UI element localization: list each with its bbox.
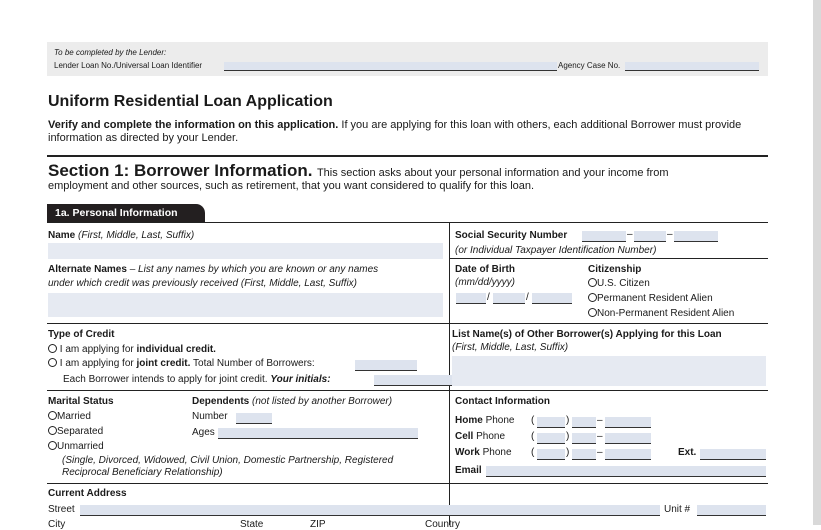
- row-rule-3: [47, 483, 768, 484]
- marital-option-unmarried[interactable]: Unmarried: [48, 441, 104, 452]
- cell-phone-label: Cell Phone: [455, 431, 506, 442]
- home-line-field[interactable]: [605, 417, 651, 428]
- street-field[interactable]: [80, 505, 660, 516]
- alt-names-hint: under which credit was previously received (First, Middle, Last, Suffix): [48, 278, 358, 289]
- citizenship-option-us[interactable]: U.S. Citizen: [588, 278, 650, 289]
- tab-rule: [47, 222, 768, 223]
- dob-year[interactable]: [532, 293, 572, 304]
- dependents-ages-field[interactable]: [218, 428, 418, 439]
- street-label: Street: [48, 504, 75, 515]
- dependents-number-field[interactable]: [236, 413, 272, 424]
- cell-line-field[interactable]: [605, 433, 651, 444]
- ext-field[interactable]: [700, 449, 766, 460]
- dob-label: Date of Birth: [455, 264, 515, 275]
- dob-day[interactable]: [493, 293, 525, 304]
- form-intro-line2: information as directed by your Lender.: [48, 132, 239, 144]
- section-tab-personal-info: 1a. Personal Information: [47, 204, 205, 222]
- work-paren-open: (: [531, 447, 535, 458]
- marital-note2: Reciprocal Beneficiary Relationship): [62, 467, 223, 478]
- cell-paren-open: (: [531, 431, 535, 442]
- home-paren-open: (: [531, 415, 535, 426]
- country-label: Country: [425, 519, 461, 530]
- credit-option-individual[interactable]: I am applying for individual credit.: [48, 344, 216, 355]
- home-dash: –: [597, 415, 603, 426]
- marital-label: Marital Status: [48, 396, 114, 407]
- work-line-field[interactable]: [605, 449, 651, 460]
- section-divider: [47, 155, 768, 157]
- marital-option-married[interactable]: Married: [48, 411, 91, 422]
- citizenship-option-permanent[interactable]: Permanent Resident Alien: [588, 293, 713, 304]
- dob-slash2: /: [526, 292, 529, 303]
- contact-label: Contact Information: [455, 396, 550, 407]
- agency-case-field[interactable]: [625, 62, 759, 71]
- section1-heading: Section 1: Borrower Information. This section asks about your personal information and your income from: [48, 161, 669, 180]
- work-paren-close: ): [566, 447, 570, 458]
- form-intro: Verify and complete the information on this application. If you are applying for this loan with others, each additional Borrower must provide: [48, 119, 742, 131]
- work-prefix-field[interactable]: [572, 449, 596, 460]
- row-rule-2: [47, 390, 768, 391]
- city-label: City: [48, 519, 66, 530]
- other-borrowers-field[interactable]: [452, 356, 766, 386]
- row-rule-1: [47, 323, 768, 324]
- email-field[interactable]: [486, 466, 766, 477]
- citizenship-label: Citizenship: [588, 264, 642, 275]
- citizenship-option-nonpermanent[interactable]: Non-Permanent Resident Alien: [588, 308, 734, 319]
- home-prefix-field[interactable]: [572, 417, 596, 428]
- ext-label: Ext.: [678, 447, 697, 458]
- unit-label: Unit #: [664, 504, 691, 515]
- ssn-dash1: –: [627, 229, 633, 240]
- ssn-part2[interactable]: [634, 231, 666, 242]
- unit-field[interactable]: [697, 505, 766, 516]
- email-label: Email: [455, 465, 482, 476]
- dob-hint: (mm/dd/yyyy): [455, 277, 515, 288]
- lender-loan-no-label: Lender Loan No./Universal Loan Identifier: [54, 61, 203, 70]
- home-area-field[interactable]: [537, 417, 565, 428]
- home-paren-close: ): [566, 415, 570, 426]
- cell-area-field[interactable]: [537, 433, 565, 444]
- ssn-dash2: –: [667, 229, 673, 240]
- zip-label: ZIP: [310, 519, 326, 530]
- agency-case-label: Agency Case No.: [558, 61, 621, 70]
- initials-field[interactable]: [374, 375, 464, 386]
- alt-names-label: Alternate Names – List any names by which you are known or any names: [48, 264, 379, 275]
- dependents-number-label: Number: [192, 411, 228, 422]
- dob-slash1: /: [487, 292, 490, 303]
- credit-option-joint[interactable]: I am applying for joint credit. Total Number of Borrowers:: [48, 358, 315, 369]
- dependents-label: Dependents (not listed by another Borrower): [192, 396, 393, 407]
- ssn-part1[interactable]: [582, 231, 626, 242]
- alt-names-field[interactable]: [48, 293, 443, 317]
- work-area-field[interactable]: [537, 449, 565, 460]
- work-dash: –: [597, 447, 603, 458]
- dependents-ages-label: Ages: [192, 427, 215, 438]
- name-label: Name (First, Middle, Last, Suffix): [48, 230, 195, 241]
- credit-initials: Each Borrower intends to apply for joint credit. Your initials:: [63, 374, 331, 385]
- ssn-label: Social Security Number: [455, 230, 568, 241]
- lender-loan-no-field[interactable]: [224, 62, 557, 71]
- cell-paren-close: ): [566, 431, 570, 442]
- work-phone-label: Work Phone: [455, 447, 512, 458]
- dob-month[interactable]: [456, 293, 486, 304]
- credit-label: Type of Credit: [48, 329, 115, 340]
- page-edge: [813, 0, 821, 525]
- state-label: State: [240, 519, 264, 530]
- column-divider: [449, 222, 450, 525]
- ssn-part3[interactable]: [674, 231, 718, 242]
- home-phone-label: Home Phone: [455, 415, 515, 426]
- other-borrowers-hint: (First, Middle, Last, Suffix): [452, 342, 569, 353]
- ssn-rule: [449, 258, 768, 259]
- lender-header: To be completed by the Lender:: [54, 48, 167, 57]
- cell-prefix-field[interactable]: [572, 433, 596, 444]
- cell-dash: –: [597, 431, 603, 442]
- marital-option-separated[interactable]: Separated: [48, 426, 103, 437]
- section1-desc2: employment and other sources, such as retirement, that you want considered to qualify for this loan.: [48, 180, 535, 192]
- ssn-hint: (or Individual Taxpayer Identification Number): [455, 245, 657, 256]
- name-field[interactable]: [48, 243, 443, 259]
- form-title: Uniform Residential Loan Application: [48, 93, 333, 110]
- other-borrowers-label: List Name(s) of Other Borrower(s) Applying for this Loan: [452, 329, 722, 340]
- total-borrowers-field[interactable]: [355, 360, 417, 371]
- current-address-label: Current Address: [48, 488, 127, 499]
- marital-note1: (Single, Divorced, Widowed, Civil Union, Domestic Partnership, Registered: [62, 455, 394, 466]
